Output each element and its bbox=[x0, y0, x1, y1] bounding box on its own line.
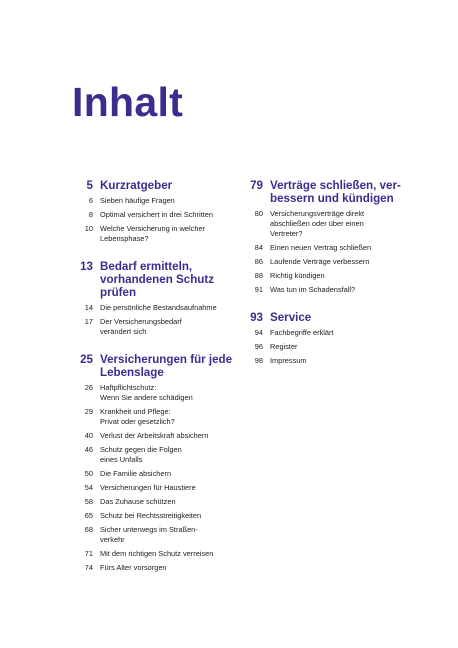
toc-entry[interactable] bbox=[72, 549, 242, 559]
toc-entry[interactable] bbox=[72, 497, 242, 507]
toc-entry[interactable] bbox=[242, 356, 402, 366]
entry-page-number: 98 bbox=[254, 356, 263, 365]
entry-title: Krankheit und Pflege: Privat oder gesetzlich? bbox=[100, 407, 175, 426]
section-title: Kurzratgeber bbox=[100, 179, 173, 192]
toc-entry[interactable] bbox=[72, 303, 242, 313]
entry-page-number: 26 bbox=[84, 383, 93, 392]
section-heading[interactable] bbox=[242, 311, 402, 324]
toc-entry[interactable] bbox=[72, 469, 242, 479]
toc-entry[interactable] bbox=[72, 511, 242, 521]
entry-page-number: 94 bbox=[254, 328, 263, 337]
section-title: Verträge schließen, ver- bessern und kündigen bbox=[270, 179, 401, 205]
entry-page-number: 29 bbox=[84, 407, 93, 416]
entry-page-number: 8 bbox=[88, 210, 93, 219]
entry-page-number: 86 bbox=[254, 257, 263, 266]
toc-entry[interactable] bbox=[72, 563, 242, 573]
toc-entry[interactable] bbox=[72, 483, 242, 493]
section-title: Service bbox=[270, 311, 312, 324]
entry-page-number: 58 bbox=[84, 497, 93, 506]
entry-page-number: 84 bbox=[254, 243, 263, 252]
entry-title: Mit dem richtigen Schutz verreisen bbox=[100, 549, 214, 558]
entry-title: Schutz gegen die Folgen eines Unfalls bbox=[100, 445, 182, 464]
entry-title: Was tun im Schadensfall? bbox=[270, 285, 356, 294]
toc-entry[interactable] bbox=[72, 196, 242, 206]
toc-entry[interactable] bbox=[72, 224, 242, 244]
entry-title: Welche Versicherung in welcher Lebensphase? bbox=[100, 224, 206, 243]
toc-entry[interactable] bbox=[72, 431, 242, 441]
entry-page-number: 17 bbox=[84, 317, 93, 326]
toc-section bbox=[242, 311, 402, 366]
section-page-number: 25 bbox=[80, 353, 93, 366]
entry-title: Die persönliche Bestandsaufnahme bbox=[100, 303, 217, 312]
entry-page-number: 40 bbox=[84, 431, 93, 440]
entry-page-number: 96 bbox=[254, 342, 263, 351]
entry-page-number: 54 bbox=[84, 483, 93, 492]
section-heading[interactable] bbox=[72, 353, 242, 379]
entry-title: Register bbox=[270, 342, 298, 351]
entry-title: Versicherungsverträge direkt abschließen oder über einen Vertreter? bbox=[270, 209, 365, 238]
toc-entry[interactable] bbox=[242, 257, 402, 267]
toc-entry[interactable] bbox=[242, 328, 402, 338]
toc-section bbox=[242, 179, 402, 295]
entry-title: Impressum bbox=[270, 356, 307, 365]
toc-entry[interactable] bbox=[72, 525, 242, 545]
toc-entry[interactable] bbox=[72, 210, 242, 220]
entry-title: Versicherungen für Haustiere bbox=[100, 483, 196, 492]
toc-section bbox=[72, 260, 242, 337]
section-page-number: 13 bbox=[80, 260, 93, 273]
toc-column-left bbox=[72, 179, 242, 589]
entry-page-number: 88 bbox=[254, 271, 263, 280]
section-heading[interactable] bbox=[72, 179, 242, 192]
entry-title: Fachbegriffe erklärt bbox=[270, 328, 334, 337]
section-page-number: 93 bbox=[250, 311, 263, 324]
toc-entry[interactable] bbox=[72, 407, 242, 427]
toc-section bbox=[72, 353, 242, 573]
entry-page-number: 80 bbox=[254, 209, 263, 218]
toc-entry[interactable] bbox=[242, 209, 402, 239]
entry-page-number: 14 bbox=[84, 303, 93, 312]
entry-title: Schutz bei Rechtsstreitigkeiten bbox=[100, 511, 202, 520]
section-heading[interactable] bbox=[242, 179, 402, 205]
toc-entry[interactable] bbox=[72, 445, 242, 465]
entry-page-number: 74 bbox=[84, 563, 93, 572]
entry-title: Verlust der Arbeitskraft absichern bbox=[100, 431, 209, 440]
entry-title: Sieben häufige Fragen bbox=[100, 196, 175, 205]
entry-title: Sicher unterwegs im Straßen- verkehr bbox=[100, 525, 198, 544]
section-page-number: 5 bbox=[86, 179, 93, 192]
entry-title: Richtig kündigen bbox=[270, 271, 325, 280]
toc-entry[interactable] bbox=[242, 243, 402, 253]
toc-entry[interactable] bbox=[242, 271, 402, 281]
entry-page-number: 65 bbox=[84, 511, 93, 520]
entry-page-number: 71 bbox=[84, 549, 93, 558]
entry-title: Das Zuhause schützen bbox=[100, 497, 176, 506]
entry-page-number: 10 bbox=[84, 224, 93, 233]
section-title: Versicherungen für jede Lebenslage bbox=[100, 353, 233, 379]
toc-entry[interactable] bbox=[242, 285, 402, 295]
page-title: Inhalt bbox=[72, 79, 184, 125]
entry-title: Laufende Verträge verbessern bbox=[270, 257, 370, 266]
entry-title: Optimal versichert in drei Schritten bbox=[100, 210, 213, 219]
section-heading[interactable] bbox=[72, 260, 242, 299]
entry-title: Der Versicherungsbedarf verändert sich bbox=[100, 317, 182, 336]
entry-title: Haftpflichtschutz: Wenn Sie andere schädigen bbox=[100, 383, 193, 402]
section-page-number: 79 bbox=[250, 179, 263, 192]
entry-title: Fürs Alter vorsorgen bbox=[100, 563, 167, 572]
toc-section bbox=[72, 179, 242, 244]
toc-entry[interactable] bbox=[72, 317, 242, 337]
entry-page-number: 91 bbox=[254, 285, 263, 294]
entry-page-number: 6 bbox=[88, 196, 93, 205]
entry-page-number: 68 bbox=[84, 525, 93, 534]
entry-title: Die Familie absichern bbox=[100, 469, 172, 478]
toc-entry[interactable] bbox=[72, 383, 242, 403]
toc-column-right bbox=[242, 179, 402, 382]
entry-page-number: 46 bbox=[84, 445, 93, 454]
entry-page-number: 50 bbox=[84, 469, 93, 478]
section-title: Bedarf ermitteln, vorhandenen Schutz prüfen bbox=[100, 260, 215, 299]
entry-title: Einen neuen Vertrag schließen bbox=[270, 243, 372, 252]
toc-entry[interactable] bbox=[242, 342, 402, 352]
